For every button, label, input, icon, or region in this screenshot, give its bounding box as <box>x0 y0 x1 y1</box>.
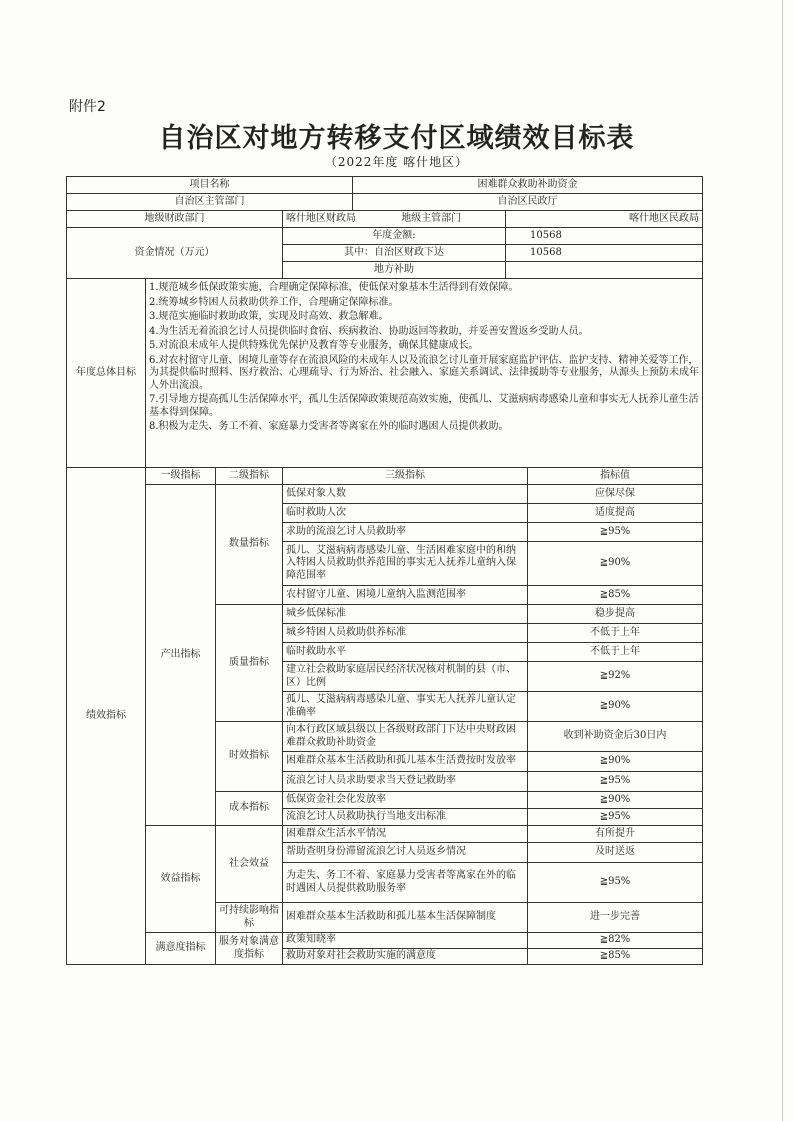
indicator-name: 低保资金社会化发放率 <box>283 792 528 809</box>
local-subsidy-value <box>506 262 703 279</box>
goal-item: 4.为生活无着流浪乞讨人员提供临时食宿、疾病救治、协助返回等救助，并妥善安置返乡受助人员。 <box>149 325 589 337</box>
indicator-value: ≧95% <box>528 772 703 792</box>
indicator-name: 困难群众基本生活救助和孤儿基本生活保障制度 <box>283 903 528 933</box>
indicator-value: 有所提升 <box>528 826 703 843</box>
info-row-project <box>67 177 703 194</box>
header-level1: 一级指标 <box>146 468 216 485</box>
dept-value: 自治区民政厅 <box>353 194 703 211</box>
indicator-value: ≧85% <box>528 949 703 965</box>
indicator-value: ≧90% <box>528 542 703 586</box>
indicator-value: ≧95% <box>528 523 703 542</box>
goal-item: 8.积极为走失、务工不着、家庭暴力受害者等离家在外的临时遇困人员提供救助。 <box>149 421 509 432</box>
indicator-value: 进一步完善 <box>528 903 703 933</box>
goal-item: 7.引导地方提高孤儿生活保障水平，孤儿生活保障政策规范高效实施，使孤儿、艾滋病病毒感染儿童和事实无人抚养儿童生活基本得到保障。 <box>149 394 699 418</box>
quantity-label: 数量指标 <box>216 485 283 605</box>
table-row <box>67 933 703 949</box>
table-row <box>67 485 703 504</box>
local-dept-value: 喀什地区民政局 <box>506 211 703 228</box>
service-satisfaction-label: 服务对象满意度指标 <box>216 933 283 965</box>
goal-item: 5.对流浪未成年人提供特殊优先保护及教育等专业服务，确保其健康成长。 <box>149 340 479 351</box>
indicator-name: 困难群众基本生活救助和孤儿基本生活费按时发放率 <box>283 752 528 772</box>
annual-amount-label: 年度金额: <box>283 228 506 245</box>
timeliness-label: 时效指标 <box>216 722 283 792</box>
info-row-dept <box>67 194 703 211</box>
indicator-name: 孤儿、艾滋病病毒感染儿童、生活困难家庭中的和纳入特困人员救助供养范围的事实无人抚养儿童纳入保障范围率 <box>283 542 528 586</box>
indicator-value: ≧82% <box>528 933 703 949</box>
goals-label: 年度总体目标 <box>67 279 146 468</box>
page-subtitle: （2022年度 喀什地区） <box>324 155 469 169</box>
performance-target-table <box>66 176 703 965</box>
indicator-name: 困难群众生活水平情况 <box>283 826 528 843</box>
funds-label: 资金情况（万元） <box>67 228 283 279</box>
cost-label: 成本指标 <box>216 792 283 826</box>
indicator-value: ≧90% <box>528 692 703 722</box>
header-value: 指标值 <box>528 468 703 485</box>
goal-item: 6.对农村留守儿童、困境儿童等存在流浪风险的未成年人以及流浪乞讨儿童开展家庭监护评估、监护支持、精神关爱等工作，为其提供临时照料、医疗救治、心理疏导、行为矫治、社会融入、家庭关系调试、法律援助等专业服务，从源头上预防未成年人外出流浪。 <box>149 354 699 391</box>
indicator-value: 及时送返 <box>528 843 703 863</box>
project-name-label: 项目名称 <box>67 177 353 194</box>
quality-label: 质量指标 <box>216 605 283 722</box>
indicator-name: 低保对象人数 <box>283 485 528 504</box>
indicator-name: 城乡特困人员救助供养标准 <box>283 624 528 643</box>
indicator-name: 孤儿、艾滋病病毒感染儿童、事实无人抚养儿童认定准确率 <box>283 692 528 722</box>
indicator-value: 不低于上年 <box>528 643 703 662</box>
satisfaction-label: 满意度指标 <box>146 933 216 965</box>
local-finance-name: 喀什地区财政局 <box>286 212 356 224</box>
indicator-value: ≧95% <box>528 863 703 903</box>
indicator-name: 救助对象对社会救助实施的满意度 <box>283 949 528 965</box>
sustainable-label: 可持续影响指标 <box>216 903 283 933</box>
indicator-value: ≧90% <box>528 752 703 772</box>
output-label: 产出指标 <box>146 485 216 826</box>
local-finance-value <box>283 211 506 228</box>
issued-amount-value: 10568 <box>506 245 703 262</box>
benefit-label: 效益指标 <box>146 826 216 933</box>
indicator-name: 农村留守儿童、困境儿童纳入监测范围率 <box>283 586 528 605</box>
issued-label: 其中：自治区财政下达 <box>283 245 506 262</box>
indicator-value: ≧85% <box>528 586 703 605</box>
table-row <box>67 826 703 843</box>
local-dept-label: 地级主管部门 <box>401 212 462 224</box>
indicator-name: 向本行政区域县级以上各级财政部门下达中央财政困难群众救助补助资金 <box>283 722 528 752</box>
indicator-value: 适度提高 <box>528 504 703 523</box>
local-subsidy-label: 地方补助 <box>283 262 506 279</box>
indicator-value: 稳步提高 <box>528 605 703 624</box>
indicator-value: ≧92% <box>528 662 703 692</box>
indicator-value: ≧95% <box>528 809 703 826</box>
indicator-name: 帮助查明身份滞留流浪乞讨人员返乡情况 <box>283 843 528 863</box>
perf-header-row <box>67 468 703 485</box>
header-level2: 二级指标 <box>216 468 283 485</box>
goal-item: 1.规范城乡低保政策实施，合理确定保障标准，使低保对象基本生活得到有效保障。 <box>149 282 519 293</box>
indicator-name: 流浪乞讨人员求助要求当天登记救助率 <box>283 772 528 792</box>
indicator-value: 收到补助资金后30日内 <box>528 722 703 752</box>
goals-content <box>146 279 703 468</box>
indicator-name: 临时救助人次 <box>283 504 528 523</box>
indicator-value: ≧90% <box>528 792 703 809</box>
header-level3: 三级指标 <box>283 468 528 485</box>
indicator-name: 流浪乞讨人员救助执行当地支出标准 <box>283 809 528 826</box>
indicator-name: 城乡低保标准 <box>283 605 528 624</box>
goal-item: 3.规范实施临时救助政策，实现及时高效、救急解难。 <box>149 311 389 322</box>
goals-row <box>67 279 703 468</box>
indicator-name: 求助的流浪乞讨人员救助率 <box>283 523 528 542</box>
info-row-local <box>67 211 703 228</box>
local-finance-label: 地级财政部门 <box>67 211 283 228</box>
dept-label: 自治区主管部门 <box>67 194 353 211</box>
indicator-name: 政策知晓率 <box>283 933 528 949</box>
indicator-value: 不低于上年 <box>528 624 703 643</box>
goal-item: 2.统筹城乡特困人员救助供养工作，合理确定保障标准。 <box>149 296 399 308</box>
indicator-value: 应保尽保 <box>528 485 703 504</box>
performance-label: 绩效指标 <box>67 468 146 965</box>
social-label: 社会效益 <box>216 826 283 903</box>
page-title: 自治区对地方转移支付区域绩效目标表 <box>158 123 635 154</box>
indicator-name: 临时救助水平 <box>283 643 528 662</box>
attachment-label: 附件2 <box>69 99 106 115</box>
annual-amount-value: 10568 <box>506 228 703 245</box>
indicator-name: 为走失、务工不着、家庭暴力受害者等离家在外的临时遇困人员提供救助服务率 <box>283 863 528 903</box>
project-name-value: 困难群众救助补助资金 <box>353 177 703 194</box>
indicator-name: 建立社会救助家庭居民经济状况核对机制的县（市、区）比例 <box>283 662 528 692</box>
info-row-annual <box>67 228 703 245</box>
